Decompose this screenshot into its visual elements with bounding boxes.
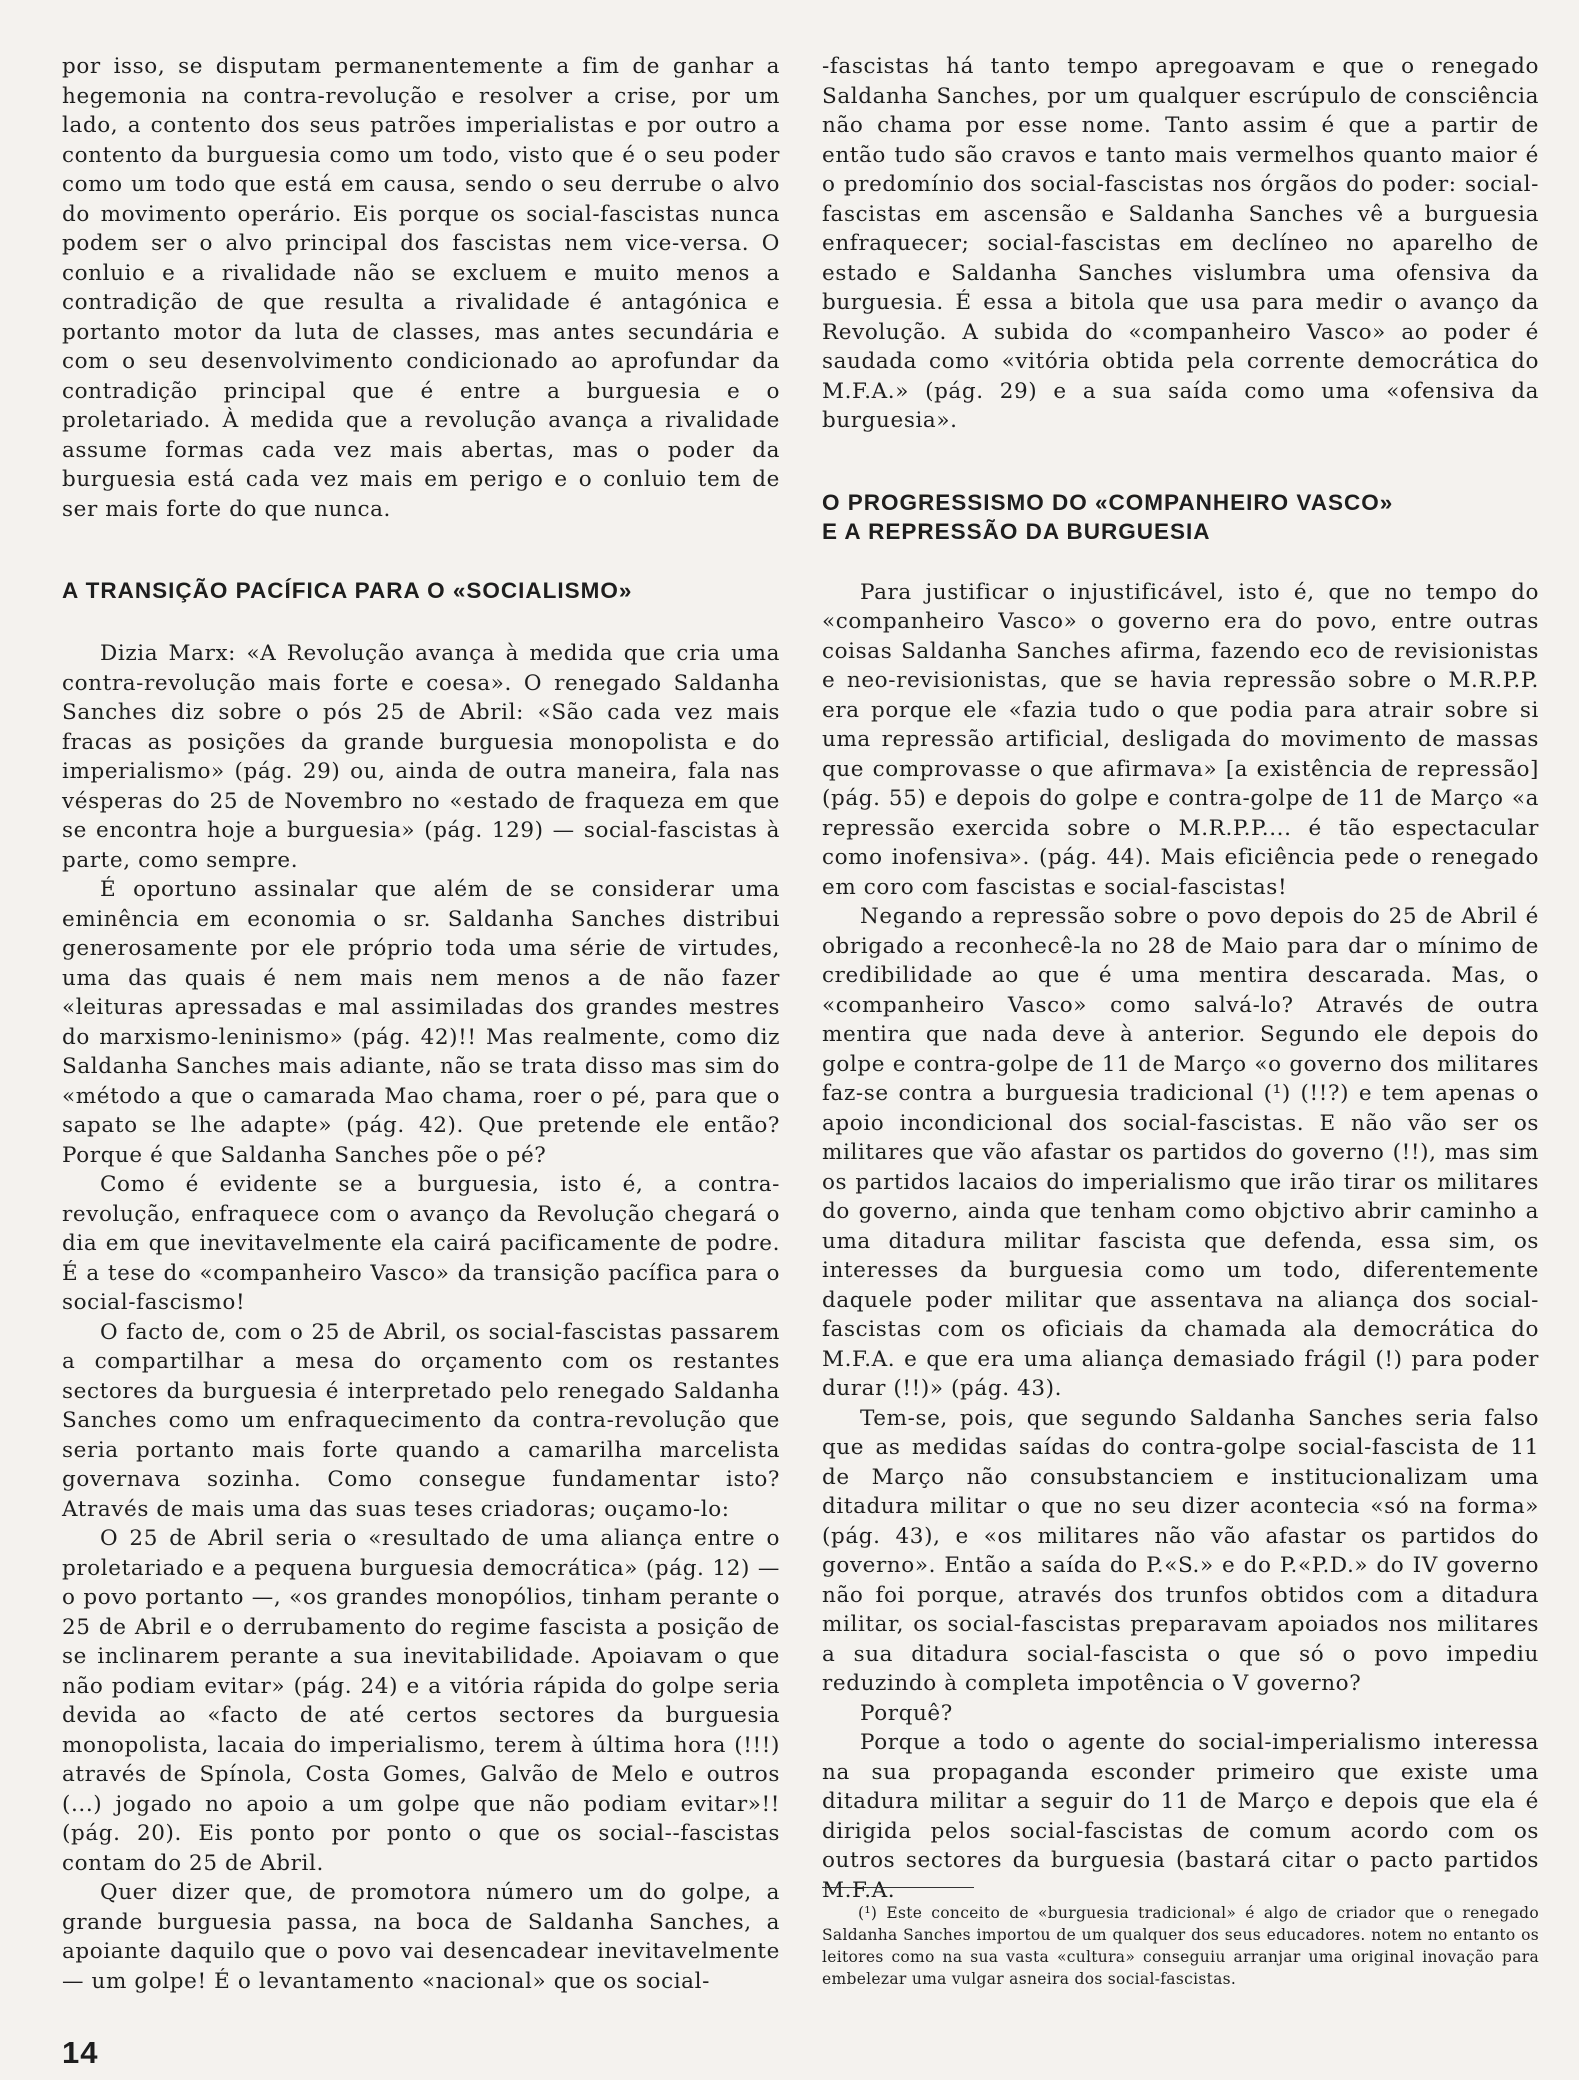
- page-number: 14: [62, 2035, 99, 2070]
- heading-line-2: E A REPRESSÃO DA BURGUESIA: [822, 518, 1211, 544]
- right-paragraph-6: Porque a todo o agente do social-imperialismo interessa na sua propaganda esconder primeiro que existe uma ditadura militar a seguir do 11 de Março e depois que ela é dirigida pelos social-fascistas de comum acordo com os outros sectores da burguesia (bastará citar o pacto partidos M.F.A.: [822, 1730, 1539, 1903]
- right-paragraph-5: Porquê?: [860, 1700, 953, 1726]
- right-column: [822, 52, 1539, 1905]
- right-paragraph-3: Negando a repressão sobre o povo depois do 25 de Abril é obrigado a reconhecê-la no 28 de Maio para dar o mínimo de credibilidade ao que é uma mentira descarada. Mas, o «companheiro Vasco» como salvá-lo? Através de outra mentira que nada deve à anterior. Segundo ele depois do golpe e contra-golpe de 11 de Março «o governo dos militares faz-se contra a burguesia tradicional (¹) (!!?) e tem apenas o apoio incondicional dos social-fascistas. E não vão ser os militares que vão afastar os partidos do governo (!!), mas sim os partidos lacaios do imperialismo que irão tirar os militares do governo, ainda que tenham como objctivo abrir caminho a uma ditadura militar fascista que defenda, essa sim, os interesses da burguesia como um todo, diferentemente daquele poder militar que assentava na aliança dos social-fascistas com os oficiais da chamada ala democrática do M.F.A. e que era uma aliança demasiado frágil (!) para poder durar (!!)» (pág. 43).: [822, 904, 1539, 1401]
- right-paragraph-4: Tem-se, pois, que segundo Saldanha Sanches seria falso que as medidas saídas do contra-golpe social-fascista de 11 de Março não consubstanciem e institucionalizam uma ditadura militar o que no seu dizer acontecia «só na forma» (pág. 43), e «os militares não vão afastar os partidos do governo». Então a saída do P.«S.» e do P.«P.D.» do IV governo não foi porque, através dos trunfos obtidos com a ditadura militar, os social-fascistas preparavam apoiados nos militares a sua ditadura social-fascista o que só o povo impediu reduzindo à completa impotência o V governo?: [822, 1405, 1539, 1696]
- heading-line-1: O PROGRESSISMO DO «COMPANHEIRO VASCO»: [822, 489, 1394, 515]
- left-paragraph-1: por isso, se disputam permanentemente a fim de ganhar a hegemonia na contra-revolução e resolver a crise, por um lado, a contento dos seus patrões imperialistas e por outro a contento da burguesia como um todo, visto que é o seu poder como um todo que está em causa, sendo o seu derrube o alvo do movimento operário. Eis porque os social-fascistas nunca podem ser o alvo principal dos fascistas nem vice-versa. O conluio e a rivalidade não se excluem e muito menos a contradição de que resulta a rivalidade é antagónica e portanto motor da luta de classes, mas antes secundária e com o seu desenvolvimento condicionado ao aprofundar da contradição principal que é entre a burguesia e o proletariado. À medida que a revolução avança a rivalidade assume formas cada vez mais abertas, mas o poder da burguesia está cada vez mais em perigo e o conluio tem de ser mais forte do que nunca.: [62, 54, 780, 522]
- left-paragraph-7: Quer dizer que, de promotora número um do golpe, a grande burguesia passa, na boca de Saldanha Sanches, a apoiante daquilo que o povo vai desencadear inevitavelmente — um golpe! É o levantamento «nacional» que os social-: [62, 1880, 780, 1994]
- left-paragraph-4: Como é evidente se a burguesia, isto é, a contra-revolução, enfraquece com o avanço da Revolução chegará o dia em que inevitavelmente ela cairá pacificamente de podre. É a tese do «companheiro Vasco» da transição pacífica para o social-fascismo!: [62, 1172, 780, 1315]
- section-heading-transicao: A TRANSIÇÃO PACÍFICA PARA O «SOCIALISMO»: [62, 578, 633, 603]
- left-paragraph-5: O facto de, com o 25 de Abril, os social-fascistas passarem a compartilhar a mesa do orçamento com os restantes sectores da burguesia é interpretado pelo renegado Saldanha Sanches como um enfraquecimento da contra-revolução que seria portanto mais forte quando a camarilha marcelista governava sozinha. Como consegue fundamentar isto? Através de mais uma das suas teses criadoras; ouçamo-lo:: [62, 1319, 780, 1522]
- left-paragraph-2: Dizia Marx: «A Revolução avança à medida que cria uma contra-revolução mais forte e coesa». O renegado Saldanha Sanches diz sobre o pós 25 de Abril: «São cada vez mais fracas as posições da grande burguesia monopolista e do imperialismo» (pág. 29) ou, ainda de outra maneira, fala nas vésperas do 25 de Novembro no «estado de fraqueza em que se encontra hoje a burguesia» (pág. 129) — social-fascistas à parte, como sempre.: [62, 641, 780, 873]
- left-paragraph-3: É oportuno assinalar que além de se considerar uma eminência em economia o sr. Saldanha Sanches distribui generosamente por ele próprio toda uma série de virtudes, uma das quais é nem mais nem menos a de não fazer «leituras apressadas e mal assimiladas dos grandes mestres do marxismo-leninismo» (pág. 42)!! Mas realmente, como diz Saldanha Sanches mais adiante, não se trata disso mas sim do «método a que o camarada Mao chama, roer o pé, para que o sapato se lhe adapte» (pág. 42). Que pretende ele então? Porque é que Saldanha Sanches põe o pé?: [62, 877, 780, 1168]
- section-heading-progressismo: [822, 488, 1539, 546]
- right-paragraph-1: -fascistas há tanto tempo apregoavam e que o renegado Saldanha Sanches, por um qualquer escrúpulo de consciência não chama por esse nome. Tanto assim é que a partir de então tudo são cravos e tanto mais vermelhos quanto maior é o predomínio dos social-fascistas nos órgãos do poder: social-fascistas em ascensão e Saldanha Sanches vê a burguesia enfraquecer; social-fascistas em declíneo no aparelho de estado e Saldanha Sanches vislumbra uma ofensiva da burguesia. É essa a bitola que usa para medir o avanço da Revolução. A subida do «companheiro Vasco» ao poder é saudada como «vitória obtida pela corrente democrática do M.F.A.» (pág. 29) e a sua saída como uma «ofensiva da burguesia».: [822, 54, 1539, 433]
- left-paragraph-6: O 25 de Abril seria o «resultado de uma aliança entre o proletariado e a pequena burguesia democrática» (pág. 12) — o povo portanto —, «os grandes monopólios, tinham perante o 25 de Abril e o derrubamento do regime fascista a posição de se inclinarem perante a sua inevitabilidade. Apoiavam o que não podiam evitar» (pág. 24) e a vitória rápida do golpe seria devida ao «facto de até certos sectores da burguesia monopolista, lacaia do imperialismo, terem à última hora (!!!) através de Spínola, Costa Gomes, Galvão de Melo e outros (...) jogado no apoio a um golpe que não podiam evitar»!! (pág. 20). Eis ponto por ponto o que os social--fascistas contam do 25 de Abril.: [62, 1526, 780, 1876]
- footnote-divider: [822, 1887, 974, 1888]
- footnote: (¹) Este conceito de «burguesia tradicional» é algo de criador que o renegado Saldanha Sanches importou de um qualquer dos seus educadores. notem no entanto os leitores como na sua vasta «cultura» conseguiu arranjar uma original inovação para embelezar uma vulgar asneira dos social-fascistas.: [822, 1904, 1539, 1988]
- left-column: [62, 52, 780, 1996]
- right-paragraph-2: Para justificar o injustificável, isto é, que no tempo do «companheiro Vasco» o governo era do povo, entre outras coisas Saldanha Sanches afirma, fazendo eco de revisionistas e neo-revisionistas, que se havia repressão sobre o M.R.P.P. era porque ele «fazia tudo o que podia para atrair sobre si uma repressão artificial, desligada do movimento de massas que comprovasse o que afirmava» [a existência de repressão] (pág. 55) e depois do golpe e contra-golpe de 11 de Março «a repressão exercida sobre o M.R.P.P.... é tão espectacular como inofensiva». (pág. 44). Mais eficiência pede o renegado em coro com fascistas e social-fascistas!: [822, 579, 1539, 900]
